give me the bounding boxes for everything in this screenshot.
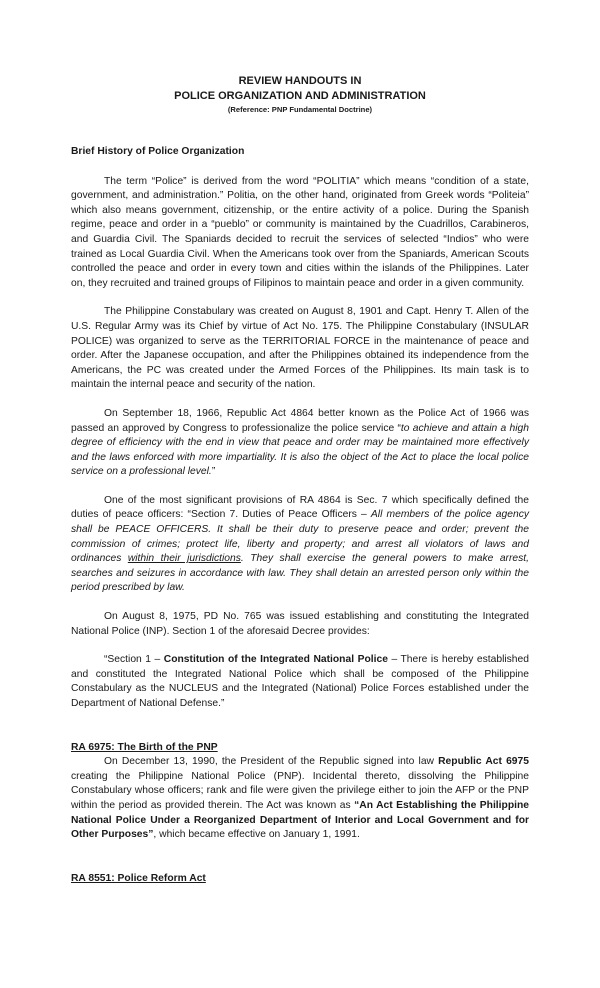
paragraph-section-7 <box>71 494 529 596</box>
quote-rest: – There is hereby established and constituted the Integrated National Police which shall be composed of the Philippine Constabulary as the NUCLEUS and the Integrated (National) Police Forces established under the Department of National Defense.” <box>71 654 529 709</box>
section7-text-1: All members of the police agency shall be PEACE OFFICERS. It shall be their duty to preserve peace and order; prevent the commission of crimes; protect life, liberty and property; and arrest all violators of laws and ordinances <box>71 509 530 565</box>
paragraph-police-term: The term “Police” is derived from the word “POLITIA” which means “condition of a state, government, and administration.” Politia, on the other hand, originated from Greek words “Politeia” which also means government, citizenship, or the entire activity of a police. During the Spanish regime, peace and order in a “pueblo” or community is maintained by the Cuadrillos, Carabineros, and Guardia Civil. The Spaniards decided to recruit the services of selected “Indios” who were trained as Local Guardia Civil. When the Americans took over from the Spaniards, American Scouts controlled the peace and order in every town and cities within the islands of the Philippines. Later on, they recruited and trained groups of Filipinos to maintain peace and order in a given community. <box>71 175 529 289</box>
ra4864-text: On September 18, 1966, Republic Act 4864 better known as the Police Act of 1966 was passed an approved by Congress to professionalize the police service “ <box>71 407 529 434</box>
ra6975-bold-act: Republic Act 6975 <box>438 756 529 768</box>
section7-text-2: . They shall exercise the general powers to make arrest, searches and seizures in accordance with law. They shall detain an arrested person only within the period prescribed by law. <box>71 553 530 594</box>
paragraph-ra-4864 <box>71 407 529 480</box>
section-heading-ra-6975: RA 6975: The Birth of the PNP <box>71 741 218 753</box>
quote-start: “Section 1 – <box>104 654 164 666</box>
document-body <box>71 145 529 886</box>
section-heading-ra-8551: RA 8551: Police Reform Act <box>71 872 206 884</box>
title-line-2: POLICE ORGANIZATION AND ADMINISTRATION <box>174 90 426 102</box>
ra6975-text-c: creating the Philippine National Police (PNP). Incidental thereto, dissolving the Philippine Constabulary whose officers; rank and file were given the privilege either to join the AFP or the PNP within the period as provided therein. The Act was known as <box>71 770 529 811</box>
section7-underlined: within their jurisdictions <box>127 553 241 565</box>
paragraph-constabulary: The Philippine Constabulary was created on August 8, 1901 and Capt. Henry T. Allen of the U.S. Regular Army was its Chief by virtue of Act No. 175. The Philippine Constabulary (INSULAR POLICE) was organized to serve as the TERRITORIAL FORCE in the maintenance of peace and order. After the Japanese occupation, and after the Philippines obtained its independence from the Americans, the PC was created under the Armed Forces of the Philippines. Its main task is to maintain the internal peace and security of the nation. <box>71 306 529 391</box>
document-header <box>0 74 600 115</box>
ra6975-bold-title: “An Act Establishing the Philippine National Police Under a Reorganized Department of Interior and Local Government and for Other Purposes” <box>71 799 529 841</box>
quote-section-1 <box>71 653 529 711</box>
reference-line: (Reference: PNP Fundamental Doctrine) <box>227 105 373 114</box>
section7-intro: One of the most significant provisions of RA 4864 is Sec. 7 which specifically defined the duties of peace officers: “Section 7. Duties of Peace Officers – <box>71 494 529 521</box>
title-line-1: REVIEW HANDOUTS IN <box>238 75 362 87</box>
ra6975-text-a: On December 13, 1990, the President of the Republic signed into law <box>104 756 439 768</box>
ra4864-quote: to achieve and attain a high degree of efficiency with the end in view that peace and order may be maintained more effectively and the laws enforced with more impartiality. It is also the object of the Act to place the local police service on a professional level. <box>71 422 529 478</box>
paragraph-pd-765: On August 8, 1975, PD No. 765 was issued establishing and constituting the Integrated National Police (INP). Section 1 of the aforesaid Decree provides: <box>71 611 529 637</box>
ra4864-quote-close: ” <box>211 466 216 478</box>
quote-bold-title: Constitution of the Integrated National Police <box>163 654 388 666</box>
ra6975-text-e: , which became effective on January 1, 1991. <box>153 829 360 841</box>
section-heading-history: Brief History of Police Organization <box>71 146 245 157</box>
paragraph-ra-6975 <box>71 755 529 843</box>
